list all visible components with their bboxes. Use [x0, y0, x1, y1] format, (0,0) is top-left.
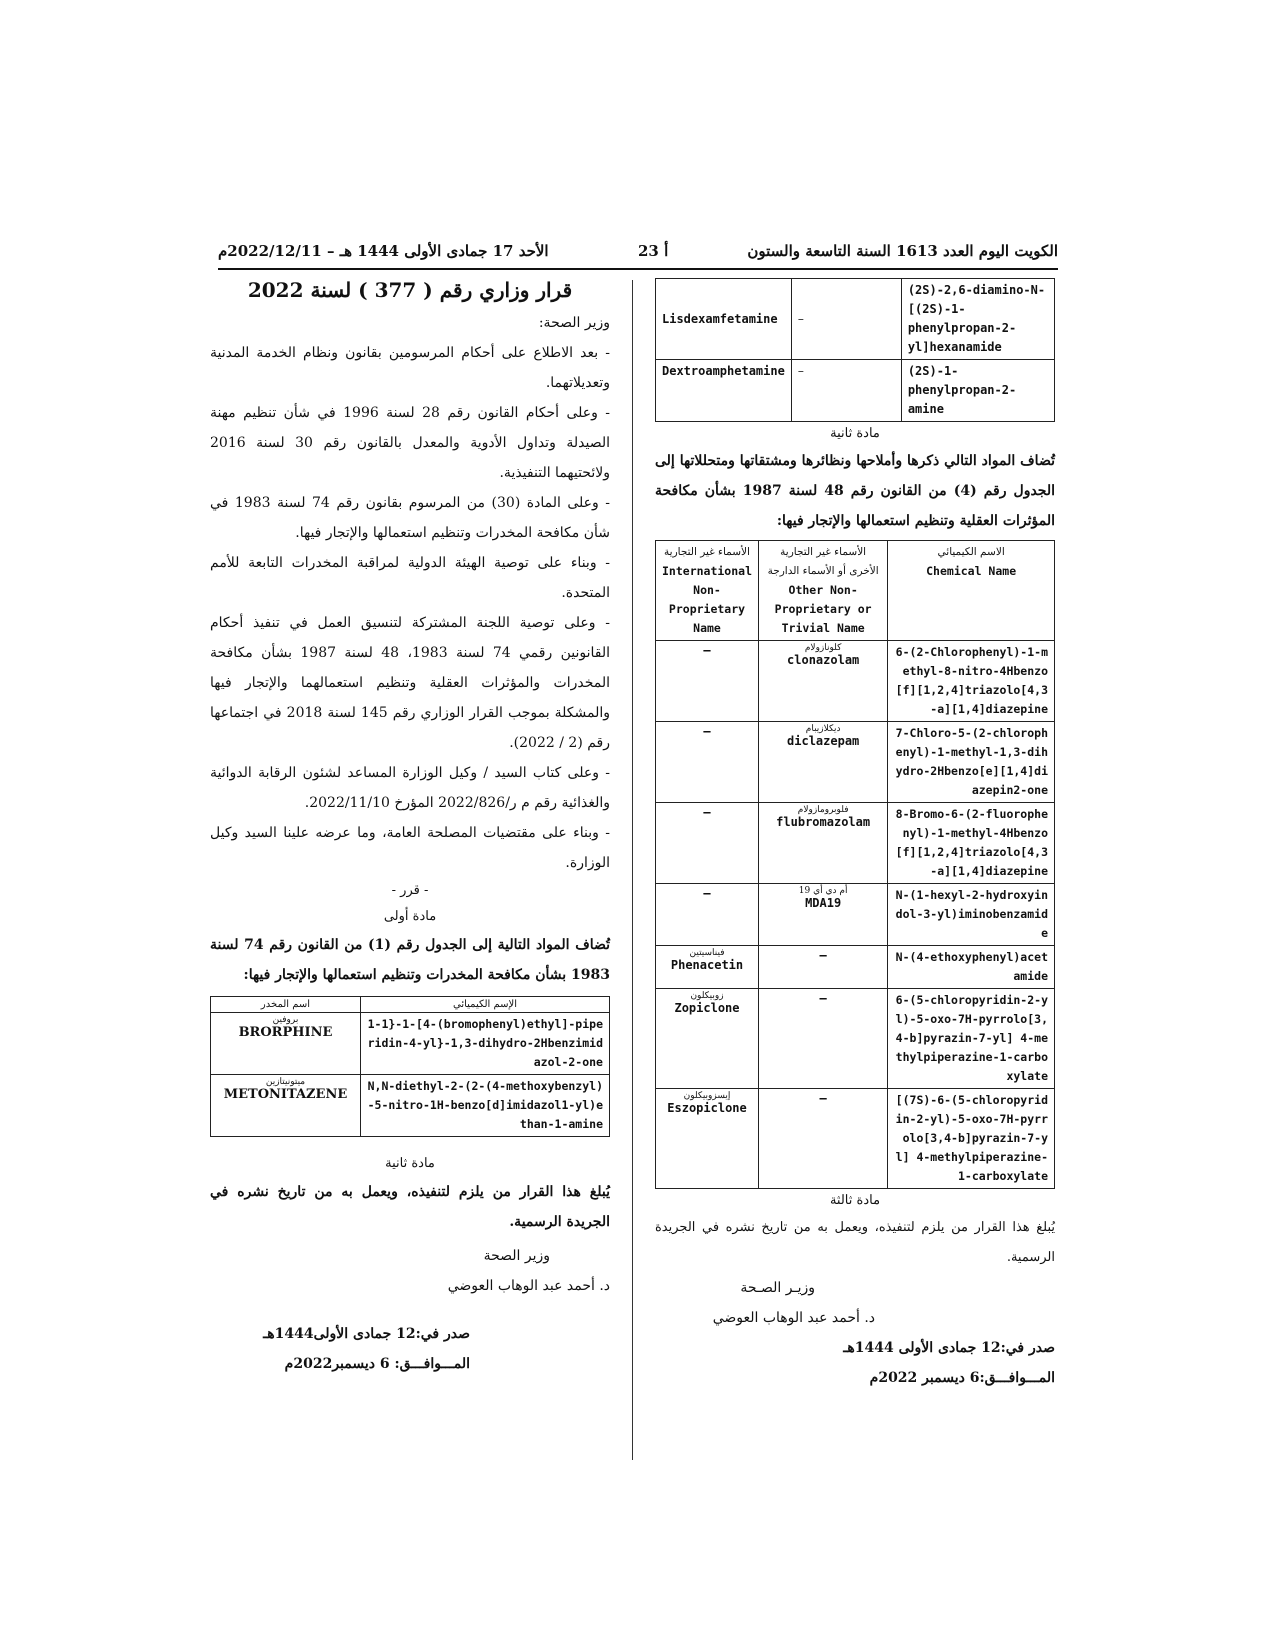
preamble-line: وزير الصحة:: [538, 315, 610, 331]
article-1-title: مادة أولى: [383, 909, 437, 924]
minister-name: د. أحمد عبد الوهاب العوضي: [712, 1310, 875, 1326]
table-row: [656, 279, 1055, 360]
chemical-name-cell: N,N-diethyl-2-(2-(4-methoxybenzyl)-5-nitro-1H-benzo[d]imidazol1-yl)ethan-1-amine: [361, 1075, 610, 1137]
table-row: [211, 1013, 610, 1075]
col-header-chemical-name: الاسم الكيميائي Chemical Name: [888, 541, 1055, 641]
drug-name-en: METONITAZENE: [223, 1087, 348, 1102]
other-name-cell: ديكلازيبام diclazepam: [759, 722, 888, 803]
chemical-name-cell: 1-1}-1-[4-(bromophenyl)ethyl]-piperidin-4-yl}-1,3-dihydro-2Hbenzimidazol-2-one: [361, 1013, 610, 1075]
table-row: [656, 1089, 1055, 1189]
signature-block: [210, 1241, 610, 1301]
chemical-name-cell: 7-Chloro-5-(2-chlorophenyl)-1-methyl-1,3-dihydro-2Hbenzo[e][1,4]diazepin2-one: [888, 722, 1055, 803]
article-2-title: مادة ثانية: [830, 426, 880, 441]
table-row: [211, 1075, 610, 1137]
inn-cell: فيناسيتين Phenacetin: [656, 946, 759, 989]
table-row: [656, 884, 1055, 946]
issued-date: صدر في:12 جمادى الأولى 1444هـ: [843, 1340, 1055, 1356]
col-header-other-name: الأسماء غير التجارية الأخرى أو الأسماء الدارجة Other Non-Proprietary or Trivial Name: [759, 541, 888, 641]
decision-column: [210, 278, 610, 1379]
issued-date: صدر في:12 جمادى الأولى1444هـ: [263, 1326, 470, 1342]
table-row: [656, 722, 1055, 803]
minister-title: وزيـر الصـحة: [740, 1280, 815, 1296]
preamble-line: - وعلى كتاب السيد / وكيل الوزارة المساعد لشئون الرقابة الدوائية والغذائية رقم م ر/2022/826 المؤرخ 2022/11/10.: [210, 765, 610, 811]
table-row: [656, 989, 1055, 1089]
drug-name-en: BRORPHINE: [238, 1025, 333, 1040]
col-header-chemical: الإسم الكيميائي: [361, 997, 610, 1013]
continued-table: [655, 278, 1055, 422]
article-2-text: يُبلغ هذا القرار من يلزم لتنفيذه، ويعمل به من تاريخ نشره في الجريدة الرسمية.: [210, 1184, 610, 1230]
chemical-name-cell: 8-Bromo-6-(2-fluorophenyl)-1-methyl-4Hbenzo[f][1,2,4]triazolo[4,3-a][1,4]diazepine: [888, 803, 1055, 884]
continuation-column: [655, 278, 1055, 1393]
drug-name-ar: بروفين: [272, 1015, 299, 1025]
other-name-cell: فلوبرومازولام flubromazolam: [759, 803, 888, 884]
table-row: [656, 360, 1055, 422]
inn-cell: –: [656, 884, 759, 946]
article-3-title: مادة ثالثة: [829, 1193, 881, 1208]
header-page-number: أ 23: [638, 242, 669, 260]
article-3-text: يُبلغ هذا القرار من يلزم لتنفيذه، ويعمل به من تاريخ نشره في الجريدة الرسمية.: [655, 1220, 1055, 1265]
other-name-cell: –: [759, 1089, 888, 1189]
article-1-text: تُضاف المواد التالية إلى الجدول رقم (1) من القانون رقم 74 لسنة 1983 بشأن مكافحة المخدرات وتنظيم استعمالها والإتجار فيها:: [210, 937, 611, 983]
drug-name-cell: [211, 1013, 361, 1075]
chemical-name-cell: (2S)-1-phenylpropan-2-amine: [901, 360, 1054, 422]
col-header-drug-name: اسم المخدر: [211, 997, 361, 1013]
chemical-name-cell: (2S)-2,6-diamino-N-[(2S)-1-phenylpropan-2-yl]hexanamide: [901, 279, 1054, 360]
preamble-line: - وعلى أحكام القانون رقم 28 لسنة 1996 في شأن تنظيم مهنة الصيدلة وتداول الأدوية والمعدل بالقانون رقم 30 لسنة 2016 ولائحتيهما التنفيذية.: [210, 405, 610, 481]
substance-name-cell: Lisdexamfetamine: [656, 279, 792, 360]
chemical-name-cell: N-(1-hexyl-2-hydroxyindol-3-yl)iminobenzamide: [888, 884, 1055, 946]
issue-date-block: [210, 1319, 610, 1379]
corresponding-date: المـــوافـــق: 6 ديسمبر2022م: [284, 1356, 470, 1372]
other-name-cell: –: [791, 360, 901, 422]
col-header-inn: الأسماء غير التجارية International Non-Proprietary Name: [656, 541, 759, 641]
narcotics-table: [210, 996, 610, 1137]
decided-label: - قرر -: [391, 883, 429, 898]
preamble-line: - وعلى المادة (30) من المرسوم بقانون رقم 74 لسنة 1983 في شأن مكافحة المخدرات وتنظيم استعمالها والإتجار فيها.: [210, 495, 611, 541]
preamble-line: - وعلى توصية اللجنة المشتركة لتنسيق العمل في تنفيذ أحكام القانونين رقمي 74 لسنة 1983، 48 لسنة 1987 بشأن مكافحة المخدرات والمؤثرات العقلية وتنظيم استعمالهما والإتجار فيها والمشكلة بموجب القرار الوزاري رقم 145 لسنة 2018 في اجتماعها رقم (2 / 2022).: [210, 615, 611, 751]
drug-name-ar: ميتونيتازين: [265, 1077, 306, 1087]
corresponding-date: المـــوافـــق:6 ديسمبر 2022م: [869, 1370, 1055, 1386]
page-header: [218, 240, 1058, 270]
chemical-name-cell: [(7S)-6-(5-chloropyridin-2-yl)-5-oxo-7H-pyrrolo[3,4-b]pyrazin-7-yl] 4-methylpiperazine-1-carboxylate: [888, 1089, 1055, 1189]
table-row: [656, 803, 1055, 884]
minister-title: وزير الصحة: [483, 1248, 550, 1264]
inn-cell: زوبيكلون Zopiclone: [656, 989, 759, 1089]
preamble-line: - بعد الاطلاع على أحكام المرسومين بقانون ونظام الخدمة المدنية وتعديلاتهما.: [210, 345, 610, 391]
article-2-text: تُضاف المواد التالي ذكرها وأملاحها ونظائرها ومشتقاتها ومتحللاتها إلى الجدول رقم (4) من القانون رقم 48 لسنة 1987 بشأن مكافحة المؤثرات العقلية وتنظيم استعمالها والإتجار فيها:: [655, 453, 1056, 529]
header-gazette-info: الكويت اليوم العدد 1613 السنة التاسعة والستون: [747, 242, 1058, 260]
minister-name: د. أحمد عبد الوهاب العوضي: [447, 1278, 610, 1294]
substance-name-cell: Dextroamphetamine: [656, 360, 792, 422]
inn-cell: –: [656, 722, 759, 803]
article-2-title: مادة ثانية: [385, 1156, 435, 1171]
other-name-cell: كلونازولام clonazolam: [759, 641, 888, 722]
decision-title: قرار وزاري رقم ( 377 ) لسنة 2022: [247, 278, 573, 302]
inn-cell: –: [656, 803, 759, 884]
inn-cell: إيسزوبيكلون Eszopiclone: [656, 1089, 759, 1189]
chemical-name-cell: 6-(5-chloropyridin-2-yl)-5-oxo-7H-pyrrolo[3,4-b]pyrazin-7-yl] 4-methylpiperazine-1-carboxylate: [888, 989, 1055, 1089]
other-name-cell: –: [759, 989, 888, 1089]
other-name-cell: –: [791, 279, 901, 360]
preamble-line: - وبناء على مقتضيات المصلحة العامة، وما عرضه علينا السيد وكيل الوزارة.: [210, 825, 610, 871]
chemical-name-cell: N-(4-ethoxyphenyl)acetamide: [888, 946, 1055, 989]
column-divider: [632, 280, 633, 1460]
psychotropics-table: [655, 540, 1055, 1189]
drug-name-cell: [211, 1075, 361, 1137]
chemical-name-cell: 6-(2-Chlorophenyl)-1-methyl-8-nitro-4Hbenzo[f][1,2,4]triazolo[4,3-a][1,4]diazepine: [888, 641, 1055, 722]
signature-block: [655, 1273, 1055, 1393]
header-date: الأحد 17 جمادى الأولى 1444 هـ – 2022/12/11م: [218, 242, 549, 260]
table-row: [656, 641, 1055, 722]
other-name-cell: أم دي أي 19 MDA19: [759, 884, 888, 946]
table-row: [656, 946, 1055, 989]
other-name-cell: –: [759, 946, 888, 989]
preamble-line: - وبناء على توصية الهيئة الدولية لمراقبة المخدرات التابعة للأمم المتحدة.: [210, 555, 610, 601]
inn-cell: –: [656, 641, 759, 722]
